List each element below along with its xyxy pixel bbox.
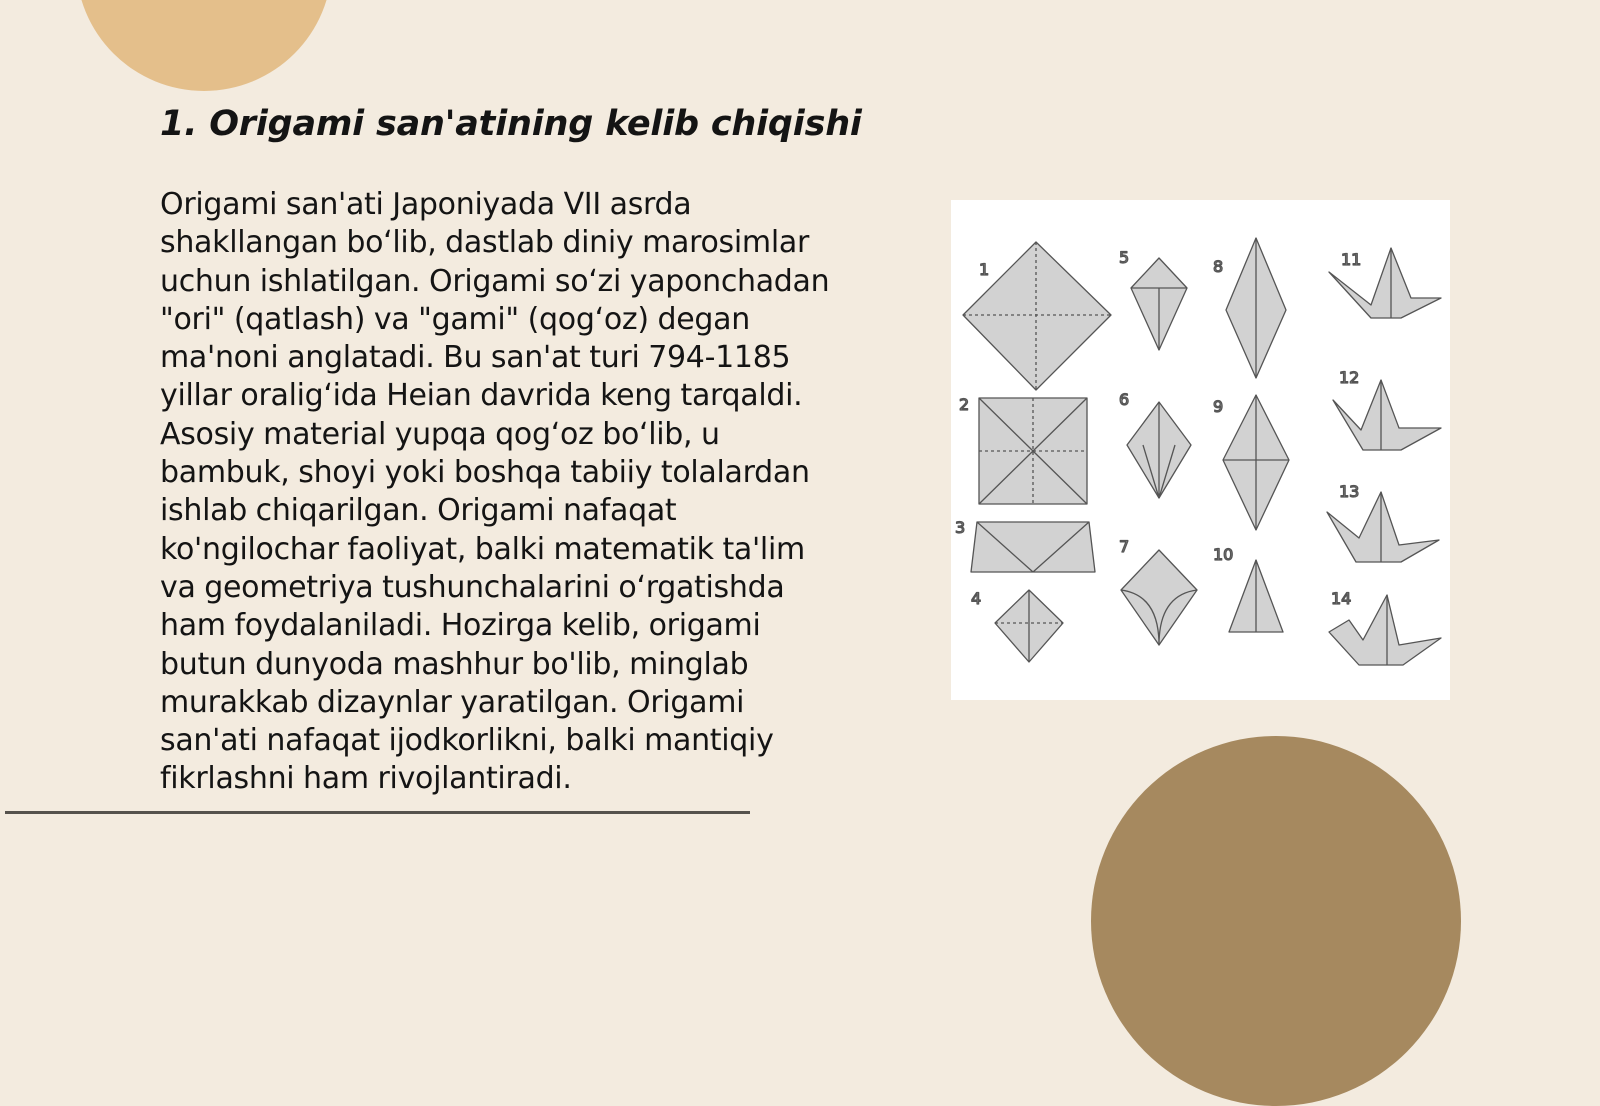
step-13-crane: [1327, 492, 1439, 562]
step-label: 11: [1341, 250, 1362, 269]
step-5-shape: [1131, 258, 1187, 350]
step-8-shape: [1226, 238, 1286, 378]
step-label: 7: [1119, 537, 1130, 556]
step-label: 6: [1119, 390, 1130, 409]
decorative-circle-top: [76, 0, 332, 91]
step-label: 13: [1339, 482, 1360, 501]
step-label: 3: [955, 518, 966, 537]
step-7-shape: [1121, 550, 1197, 645]
step-4-shape: [995, 590, 1063, 662]
step-label: 1: [979, 260, 990, 279]
step-label: 10: [1213, 545, 1234, 564]
step-label: 14: [1331, 589, 1352, 608]
step-label: 4: [971, 589, 982, 608]
divider-line: [5, 811, 750, 814]
step-12-crane: [1333, 380, 1441, 450]
decorative-circle-bottom: [1091, 736, 1461, 1106]
slide-title: 1. Origami san'atining kelib chiqishi: [160, 104, 862, 144]
step-label: 12: [1339, 368, 1360, 387]
step-9-shape: [1223, 395, 1289, 530]
step-label: 8: [1213, 257, 1224, 276]
step-label: 9: [1213, 397, 1224, 416]
origami-crane-diagram: [951, 200, 1450, 700]
step-6-shape: [1127, 402, 1191, 498]
step-label: 2: [959, 395, 970, 414]
crane-folding-steps: [951, 200, 1450, 700]
step-10-shape: [1229, 560, 1283, 632]
step-3-shape: [971, 522, 1095, 572]
slide-paragraph: Origami san'ati Japoniyada VII asrda shakllangan bo‘lib, dastlab diniy marosimlar uchun ishlatilgan. Origami so‘zi yaponchadan "ori" (qatlash) va "gami" (qog‘oz) degan ma'noni anglatadi. Bu san'at turi 794-1185 yillar oralig‘ida Heian davrida keng tarqaldi. Asosiy material yupqa qog‘oz bo‘lib, u bambuk, shoyi yoki boshqa tabiiy tolalardan ishlab chiqarilgan. Origami nafaqat ko'ngilochar faoliyat, balki matematik ta'lim va geometriya tushunchalarini o‘rgatishda ham foydalaniladi. Hozirga kelib, origami butun dunyoda mashhur bo'lib, minglab murakkab dizaynlar yaratilgan. Origami san'ati nafaqat ijodkorlikni, balki mantiqiy fikrlashni ham rivojlantiradi.: [160, 187, 830, 797]
step-label: 5: [1119, 248, 1130, 267]
step-2-shape: [979, 398, 1087, 504]
